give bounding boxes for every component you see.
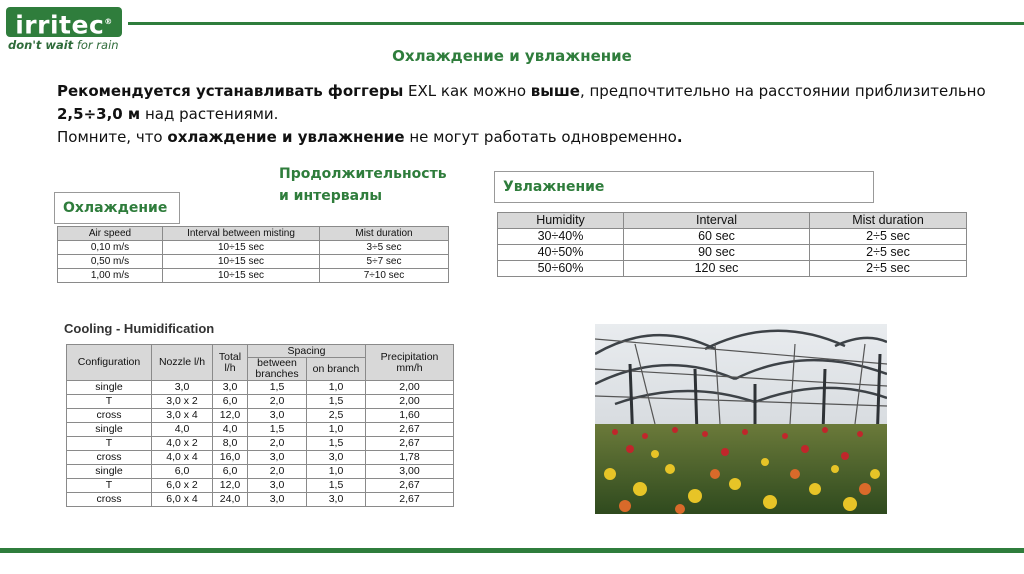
table-cell: T <box>67 437 152 451</box>
table-row <box>67 381 454 395</box>
table-cell: 2÷5 sec <box>810 229 967 245</box>
table-row <box>67 493 454 507</box>
table-cell: 1,78 <box>366 451 454 465</box>
col-interval: Interval <box>624 213 810 229</box>
table-cell: 1,00 m/s <box>58 269 163 283</box>
col-humidity: Humidity <box>498 213 624 229</box>
table-cell: 3,0 <box>248 493 307 507</box>
irritec-logo <box>6 7 122 40</box>
table-cell: 5÷7 sec <box>320 255 449 269</box>
table-row <box>67 465 454 479</box>
table-cell: 2,0 <box>248 465 307 479</box>
table-row <box>498 245 967 261</box>
table-cell: T <box>67 479 152 493</box>
table-cell: 10÷15 sec <box>163 269 320 283</box>
table-cell: 4,0 x 2 <box>152 437 213 451</box>
table-header-row <box>498 213 967 229</box>
table-cell: 3,0 <box>152 381 213 395</box>
table-cell: 6,0 <box>213 395 248 409</box>
table-cell: 6,0 <box>152 465 213 479</box>
table-cell: 3,0 <box>307 451 366 465</box>
table-cell: 2÷5 sec <box>810 261 967 277</box>
cooling-humidification-table <box>66 344 454 507</box>
para-text-2: , предпочтительно на расстоянии приблизительно <box>579 82 986 100</box>
table-cell: 2,00 <box>366 395 454 409</box>
table-cell: 60 sec <box>624 229 810 245</box>
table-cell: 2,0 <box>248 395 307 409</box>
table-cell: 6,0 x 4 <box>152 493 213 507</box>
table-cell: 50÷60% <box>498 261 624 277</box>
table-cell: 1,5 <box>307 437 366 451</box>
table-cell: 2,67 <box>366 493 454 507</box>
logo-trademark: ® <box>104 17 113 26</box>
intro-paragraph <box>57 80 997 149</box>
table-row <box>498 261 967 277</box>
tagline-bold: don't wait <box>8 38 74 52</box>
header-divider <box>128 22 1024 25</box>
table-cell: cross <box>67 451 152 465</box>
table-cell: T <box>67 395 152 409</box>
table-cell: 2,67 <box>366 437 454 451</box>
table-row <box>67 395 454 409</box>
cooling-table <box>57 226 449 283</box>
col-air-speed: Air speed <box>58 227 163 241</box>
table-cell: 3÷5 sec <box>320 241 449 255</box>
table-cell: 6,0 <box>213 465 248 479</box>
table-cell: 3,0 <box>248 479 307 493</box>
para-bold-1: Рекомендуется устанавливать фоггеры <box>57 82 404 100</box>
table-cell: 30÷40% <box>498 229 624 245</box>
para-bold-3: 2,5÷3,0 м <box>57 105 141 123</box>
para-line-2 <box>57 103 997 126</box>
tagline-rest: for rain <box>73 38 119 52</box>
para-text-3: над растениями. <box>140 105 279 123</box>
table-row <box>498 229 967 245</box>
table-cell: 1,0 <box>307 465 366 479</box>
duration-label-line2: и интервалы <box>279 188 383 204</box>
para-text-4: Помните, что <box>57 128 168 146</box>
precip-line2: mm/h <box>396 361 423 374</box>
table-cell: 4,0 x 4 <box>152 451 213 465</box>
table-cell: 1,5 <box>248 423 307 437</box>
page-title: Охлаждение и увлажнение <box>392 47 632 65</box>
para-line-1 <box>57 80 997 103</box>
col-total <box>213 345 248 381</box>
table-cell: single <box>67 423 152 437</box>
table-cell: 6,0 x 2 <box>152 479 213 493</box>
table-cell: 1,5 <box>248 381 307 395</box>
table-cell: 16,0 <box>213 451 248 465</box>
table-cell: 3,0 <box>213 381 248 395</box>
table-cell: 40÷50% <box>498 245 624 261</box>
table-cell: single <box>67 465 152 479</box>
table-cell: 3,00 <box>366 465 454 479</box>
table-cell: cross <box>67 493 152 507</box>
table-cell: 7÷10 sec <box>320 269 449 283</box>
table-cell: 3,0 <box>307 493 366 507</box>
table-cell: 2,5 <box>307 409 366 423</box>
table-row <box>58 255 449 269</box>
para-text-5: не могут работать одновременно <box>404 128 677 146</box>
cooling-humidification-title: Cooling - Humidification <box>64 321 215 336</box>
table-cell: 0,10 m/s <box>58 241 163 255</box>
table-cell: 4,0 <box>213 423 248 437</box>
col-mist-duration: Mist duration <box>320 227 449 241</box>
footer-divider <box>0 548 1024 553</box>
greenhouse-photo <box>595 324 887 514</box>
duration-label-line1: Продолжительность <box>279 166 447 182</box>
table-cell: 2,67 <box>366 479 454 493</box>
table-cell: 2,00 <box>366 381 454 395</box>
table-cell: 3,0 <box>248 451 307 465</box>
table-cell: single <box>67 381 152 395</box>
table-cell: 12,0 <box>213 409 248 423</box>
table-cell: 1,0 <box>307 381 366 395</box>
table-cell: 1,60 <box>366 409 454 423</box>
humidification-label: Увлажнение <box>494 171 874 203</box>
table-cell: 3,0 x 2 <box>152 395 213 409</box>
col-precipitation <box>366 345 454 381</box>
col-nozzle: Nozzle l/h <box>152 345 213 381</box>
table-cell: 1,5 <box>307 479 366 493</box>
table-cell: 3,0 <box>248 409 307 423</box>
table-cell: 2÷5 sec <box>810 245 967 261</box>
col-mist-duration: Mist duration <box>810 213 967 229</box>
table-row <box>58 241 449 255</box>
col-spacing: Spacing <box>248 345 366 358</box>
table-row <box>67 423 454 437</box>
cooling-label: Охлаждение <box>54 192 180 224</box>
table-cell: 24,0 <box>213 493 248 507</box>
between-line1: between <box>257 357 297 369</box>
between-line2: branches <box>255 368 299 380</box>
table-header-row <box>67 345 454 358</box>
table-cell: 3,0 x 4 <box>152 409 213 423</box>
table-row <box>67 409 454 423</box>
table-cell: 90 sec <box>624 245 810 261</box>
table-cell: 8,0 <box>213 437 248 451</box>
table-header-row <box>58 227 449 241</box>
logo-text: irritec <box>15 10 105 40</box>
total-line2: l/h <box>224 361 236 374</box>
table-row <box>67 479 454 493</box>
para-bold-5: . <box>676 128 683 146</box>
table-cell: 0,50 m/s <box>58 255 163 269</box>
table-cell: 1,5 <box>307 395 366 409</box>
table-cell: 2,67 <box>366 423 454 437</box>
table-cell: 10÷15 sec <box>163 241 320 255</box>
table-row <box>67 437 454 451</box>
table-cell: 2,0 <box>248 437 307 451</box>
total-line1: Total <box>218 350 242 363</box>
table-cell: 1,0 <box>307 423 366 437</box>
humidity-table <box>497 212 967 277</box>
col-configuration: Configuration <box>67 345 152 381</box>
table-row <box>58 269 449 283</box>
table-cell: 120 sec <box>624 261 810 277</box>
col-on-branch: on branch <box>307 358 366 381</box>
table-cell: 4,0 <box>152 423 213 437</box>
para-bold-2: выше <box>530 82 580 100</box>
table-cell: cross <box>67 409 152 423</box>
para-text-1: EXL как можно <box>403 82 531 100</box>
table-row <box>67 451 454 465</box>
table-cell: 12,0 <box>213 479 248 493</box>
precip-line1: Precipitation <box>380 350 439 363</box>
duration-intervals-label <box>279 163 447 207</box>
col-interval-misting: Interval between misting <box>163 227 320 241</box>
para-bold-4: охлаждение и увлажнение <box>167 128 405 146</box>
col-between-branches <box>248 358 307 381</box>
para-line-3 <box>57 126 997 149</box>
table-cell: 10÷15 sec <box>163 255 320 269</box>
